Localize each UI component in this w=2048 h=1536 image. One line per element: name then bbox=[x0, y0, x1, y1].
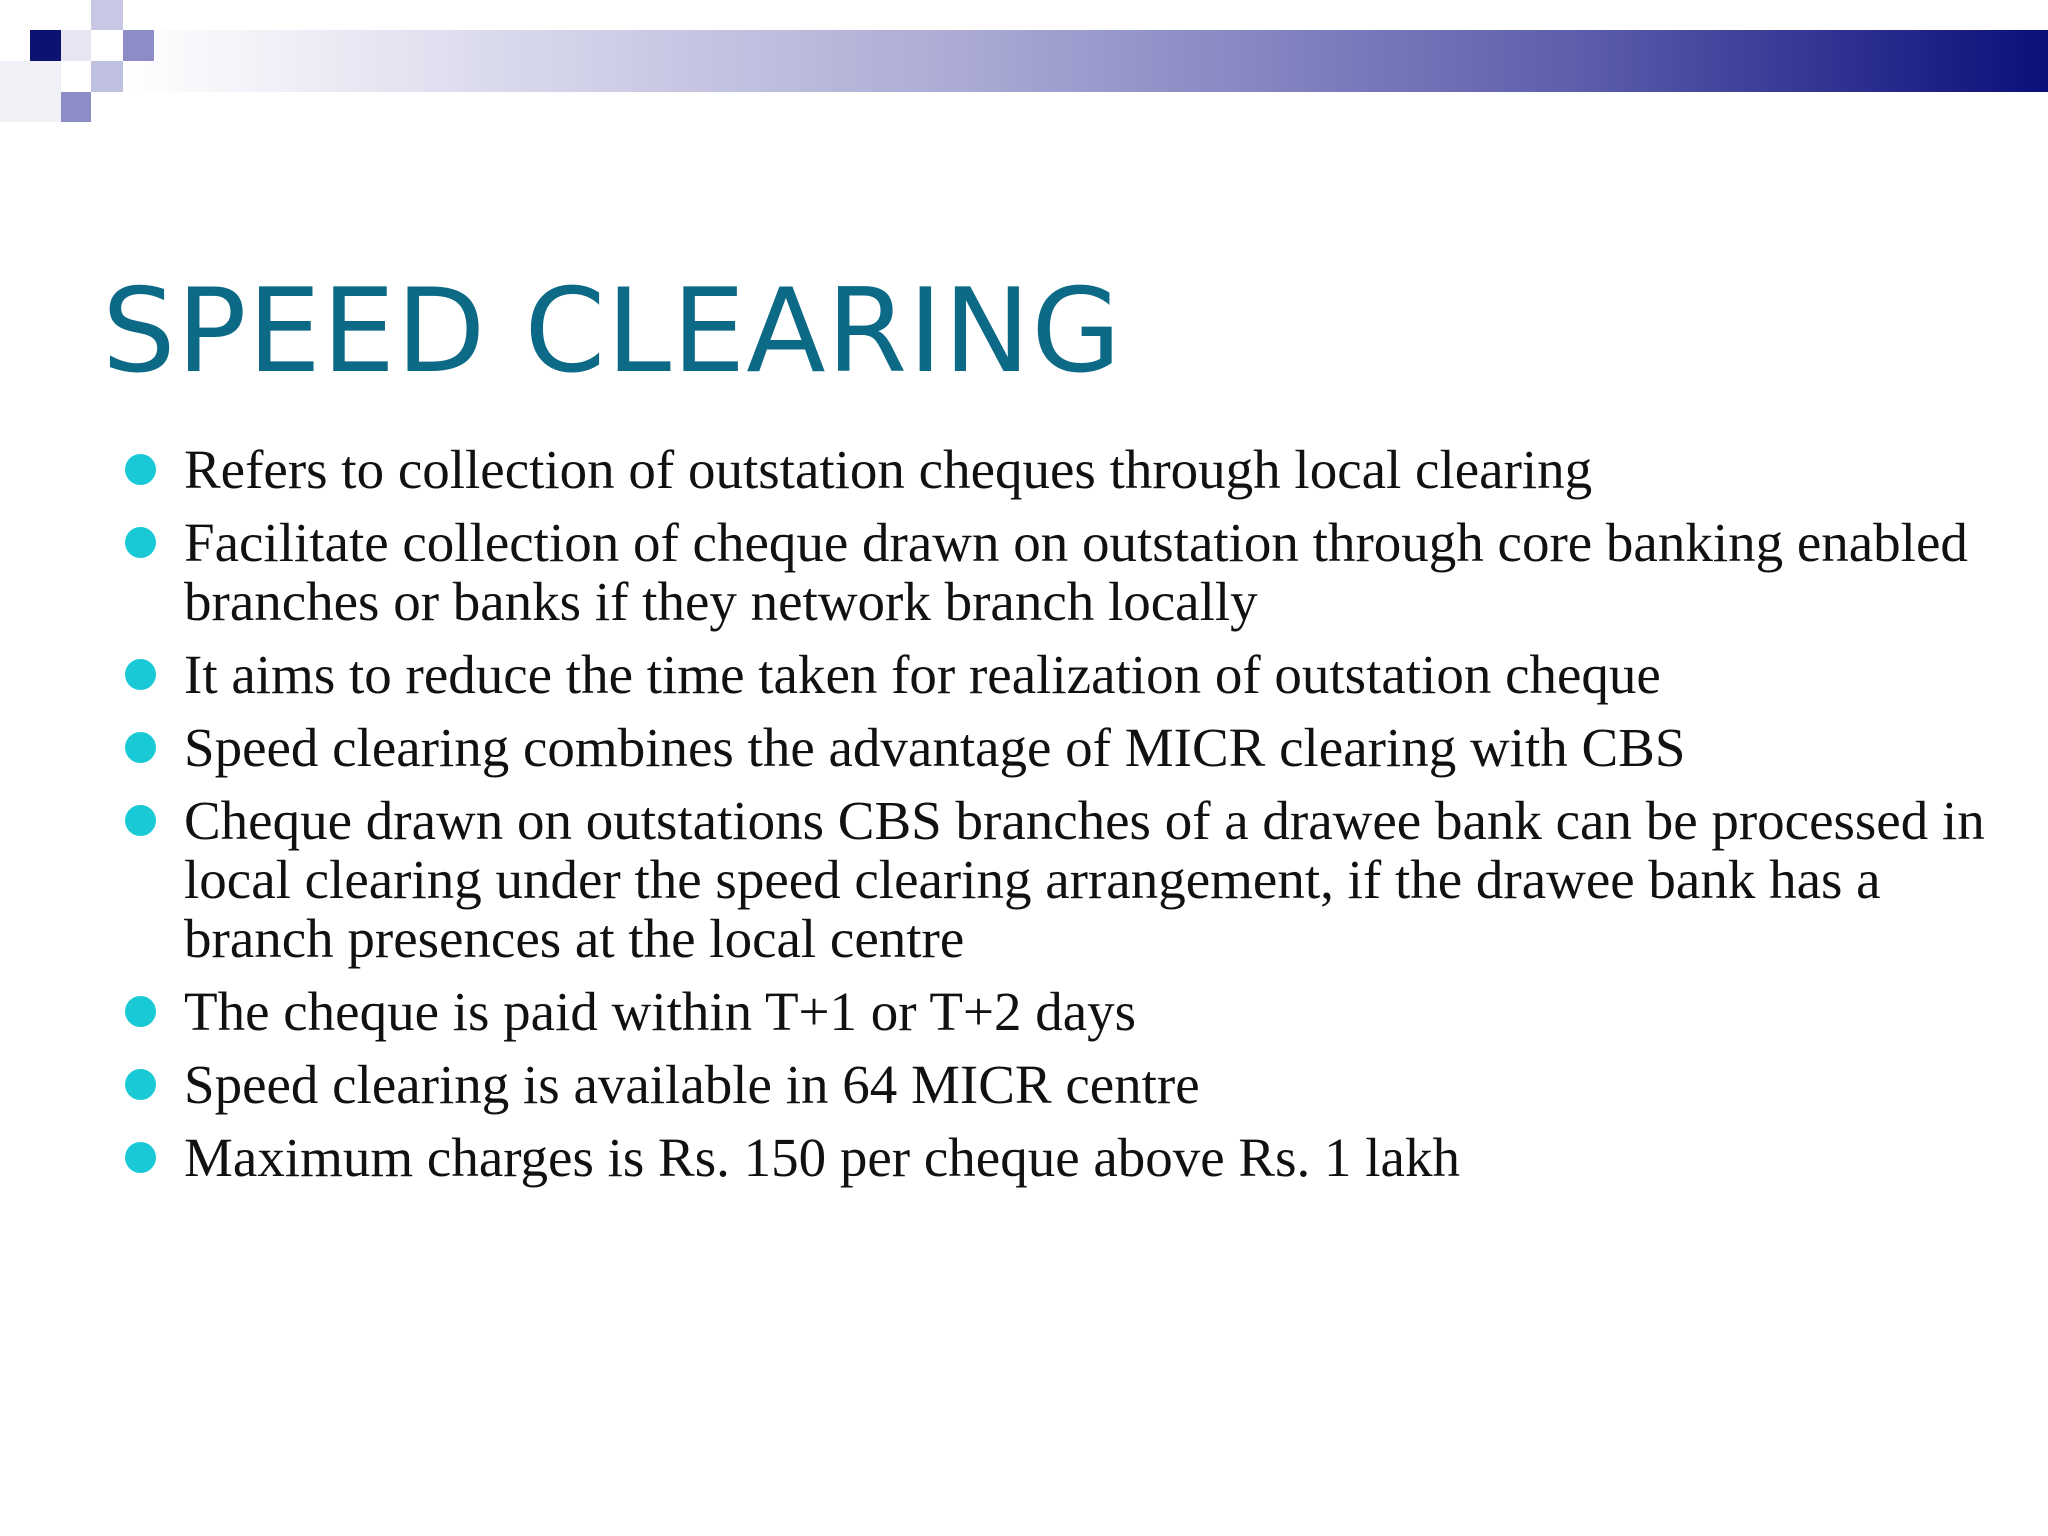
decor-square bbox=[30, 30, 61, 61]
bullet-list bbox=[125, 440, 2005, 1201]
bullet-dot-icon bbox=[125, 454, 156, 485]
bullet-dot-icon bbox=[125, 805, 156, 836]
bullet-dot-icon bbox=[125, 1069, 156, 1100]
bullet-text: The cheque is paid within T+1 or T+2 days bbox=[184, 981, 1137, 1042]
slide-title: SPEED CLEARING bbox=[102, 264, 1123, 399]
bullet-text: Maximum charges is Rs. 150 per cheque above Rs. 1 lakh bbox=[184, 1127, 1460, 1188]
bullet-item bbox=[125, 718, 2005, 777]
decor-square bbox=[61, 30, 91, 61]
bullet-item bbox=[125, 1128, 2005, 1187]
bullet-item bbox=[125, 440, 2005, 499]
decor-square bbox=[91, 61, 123, 92]
header-gradient-bar bbox=[128, 30, 2048, 92]
decor-square bbox=[61, 92, 91, 122]
bullet-dot-icon bbox=[125, 527, 156, 558]
bullet-text: It aims to reduce the time taken for realization of outstation cheque bbox=[184, 644, 1661, 705]
bullet-item bbox=[125, 513, 2005, 631]
bullet-dot-icon bbox=[125, 1142, 156, 1173]
bullet-dot-icon bbox=[125, 732, 156, 763]
bullet-item bbox=[125, 645, 2005, 704]
bullet-item bbox=[125, 1055, 2005, 1114]
decor-square bbox=[91, 0, 123, 30]
bullet-text: Facilitate collection of cheque drawn on outstation through core banking enabled branches or banks if they network branch locally bbox=[184, 512, 1968, 632]
bullet-dot-icon bbox=[125, 996, 156, 1027]
bullet-text: Refers to collection of outstation cheques through local clearing bbox=[184, 439, 1593, 500]
decor-square bbox=[0, 61, 61, 122]
corner-decoration bbox=[0, 0, 160, 130]
bullet-dot-icon bbox=[125, 659, 156, 690]
bullet-text: Speed clearing is available in 64 MICR centre bbox=[184, 1054, 1200, 1115]
bullet-text: Cheque drawn on outstations CBS branches of a drawee bank can be processed in local clearing under the speed clearing arrangement, if the drawee bank has a branch presences at the local centre bbox=[184, 790, 1985, 969]
decor-square bbox=[123, 30, 154, 61]
bullet-item bbox=[125, 791, 2005, 968]
bullet-text: Speed clearing combines the advantage of MICR clearing with CBS bbox=[184, 717, 1686, 778]
bullet-item bbox=[125, 982, 2005, 1041]
